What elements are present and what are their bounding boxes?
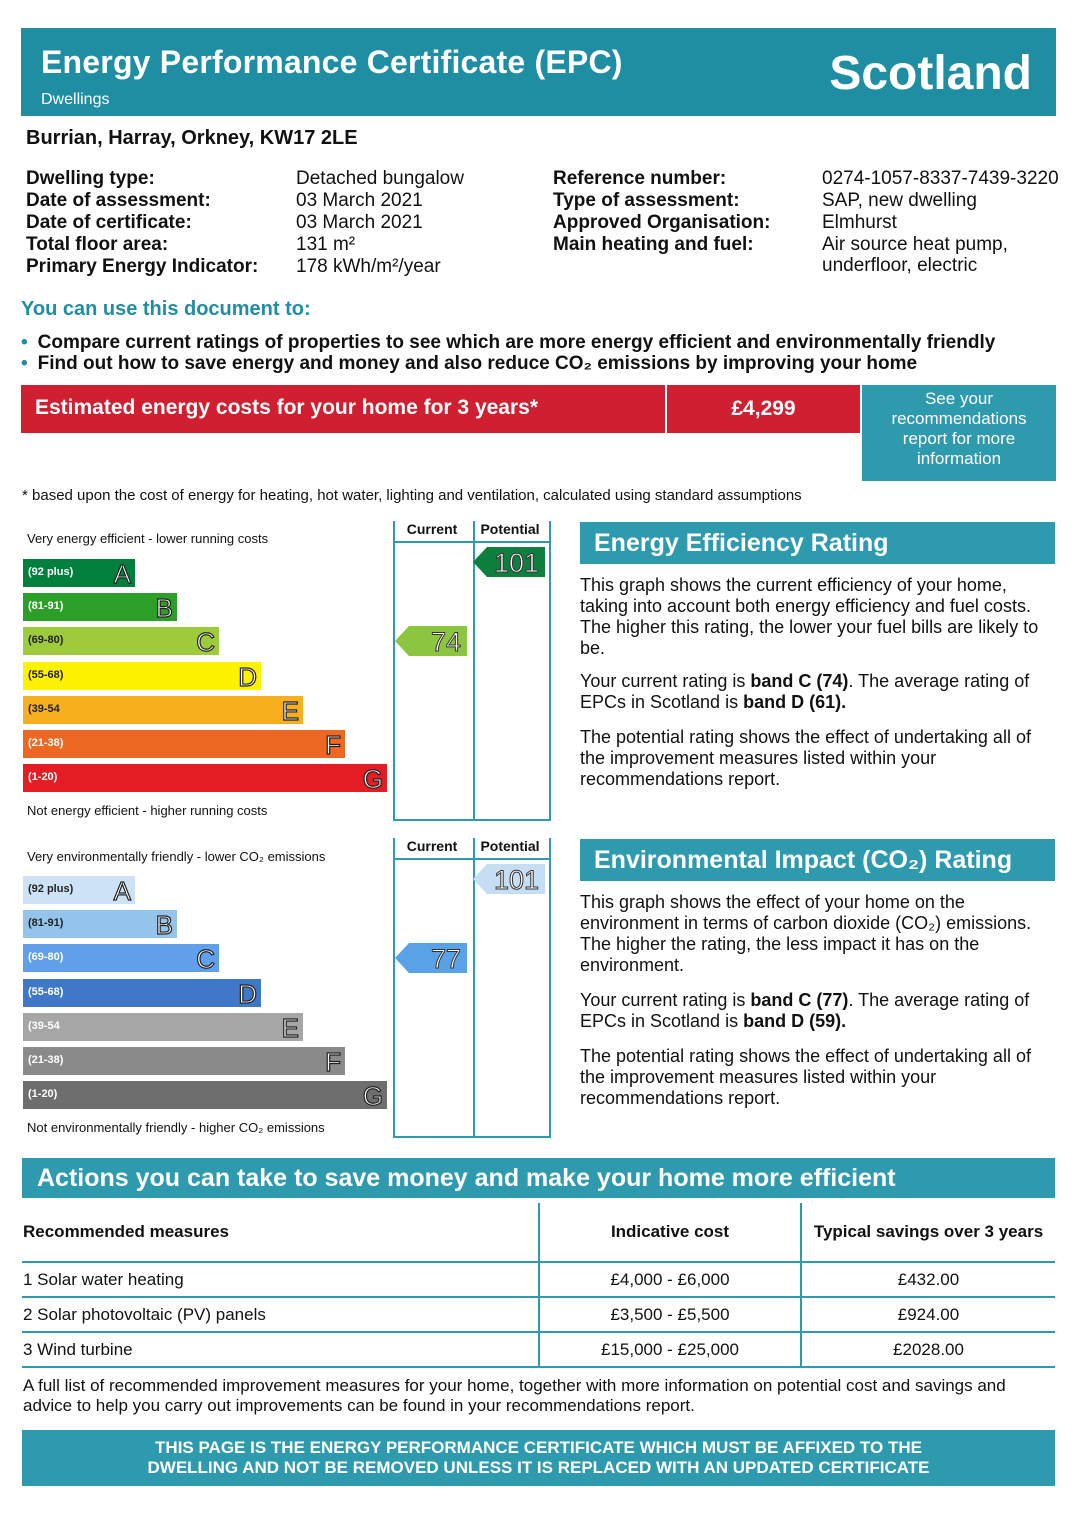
current-column-header: Current xyxy=(406,521,458,537)
cost-cell: £15,000 - £25,000 xyxy=(539,1332,801,1367)
cost-cell: £4,000 - £6,000 xyxy=(539,1262,801,1297)
rating-band-a xyxy=(23,876,135,904)
band-range: (55-68) xyxy=(28,668,64,681)
band-range: (39-54 xyxy=(28,1019,60,1032)
band-letter: C xyxy=(196,627,215,658)
band-letter: E xyxy=(281,695,299,726)
environmental-impact-title: Environmental Impact (CO₂) Rating xyxy=(580,839,1055,881)
potential-column-header: Potential xyxy=(480,521,540,537)
detail-value: Air source heat pump, xyxy=(822,234,1008,255)
affix-notice-line: THIS PAGE IS THE ENERGY PERFORMANCE CERTIFICATE WHICH MUST BE AFFIXED TO THE xyxy=(155,1438,922,1457)
eir-paragraph-3: The potential rating shows the effect of undertaking all of the improvement measures listed within your recommendations report. xyxy=(580,1046,1031,1108)
rating-band-c xyxy=(23,944,219,975)
detail-value: Detached bungalow xyxy=(296,168,464,189)
country-label: Scotland xyxy=(829,47,1032,100)
band-letter: E xyxy=(281,1012,299,1043)
potential-rating-arrow xyxy=(473,547,545,577)
see-rec-line: information xyxy=(916,449,1002,468)
rating-band-d xyxy=(23,662,261,690)
cost-footnote: * based upon the cost of energy for heating, hot water, lighting and ventilation, calculated using standard assumptions xyxy=(22,487,802,504)
band-letter: D xyxy=(238,661,257,692)
detail-label: Date of certificate: xyxy=(26,212,192,233)
current-rating-arrow xyxy=(395,943,467,973)
band-letter: C xyxy=(196,944,215,975)
band-range: (39-54 xyxy=(28,702,60,715)
current-column xyxy=(393,521,475,821)
bullet-text: Find out how to save energy and money and also reduce CO₂ emissions by improving your home xyxy=(37,353,918,374)
average-band: band D (59). xyxy=(743,1011,847,1031)
band-range: (69-80) xyxy=(28,634,64,647)
full-list-note: A full list of recommended improvement measures for your home, together with more information on potential cost and savings and advice to help you carry out improvements can be found in your recommendations report. xyxy=(23,1376,1006,1415)
eer-paragraph-1: This graph shows the current efficiency of your home, taking into account both energy efficiency and fuel costs. The higher this rating, the lower your fuel bills are likely to be. xyxy=(580,575,1039,658)
reference-number: 0274-1057-8337-7439-3220 xyxy=(822,168,1059,189)
savings-cell: £924.00 xyxy=(801,1297,1055,1332)
see-recommendations-box[interactable] xyxy=(862,385,1056,481)
column-divider xyxy=(393,541,551,543)
detail-value: 03 March 2021 xyxy=(296,212,423,233)
energy-efficiency-chart xyxy=(21,521,553,821)
band-range: (81-91) xyxy=(28,917,64,930)
band-range: (55-68) xyxy=(28,985,64,998)
detail-label: Primary Energy Indicator: xyxy=(26,256,259,277)
rating-band-f xyxy=(23,730,345,758)
band-range: (92 plus) xyxy=(28,566,74,578)
rating-band-b xyxy=(23,910,177,941)
rating-band-f xyxy=(23,1047,345,1075)
band-letter: B xyxy=(155,593,173,624)
detail-value: 178 kWh/m²/year xyxy=(296,256,441,277)
eir-paragraph-1: This graph shows the effect of your home on the environment in terms of carbon dioxide (CO₂) emissions. The higher the rating, the less impact it has on the environment. xyxy=(580,892,1032,975)
current-band: band C (77) xyxy=(750,990,849,1010)
current-rating-value: 77 xyxy=(430,944,461,975)
band-range: (69-80) xyxy=(28,951,64,964)
band-letter: F xyxy=(325,730,341,760)
band-range: (81-91) xyxy=(28,600,64,613)
recommended-measures-table xyxy=(22,1203,1055,1368)
rating-band-g xyxy=(23,764,387,795)
band-letter: G xyxy=(362,764,383,795)
rating-band-b xyxy=(23,593,177,624)
potential-rating-value: 101 xyxy=(493,548,539,578)
affix-notice-banner xyxy=(22,1430,1055,1486)
affix-notice-line: DWELLING AND NOT BE REMOVED UNLESS IT IS REPLACED WITH AN UPDATED CERTIFICATE xyxy=(147,1458,930,1477)
property-address: Burrian, Harray, Orkney, KW17 2LE xyxy=(26,127,358,149)
cost-cell: £3,500 - £5,500 xyxy=(539,1297,801,1332)
detail-value: SAP, new dwelling xyxy=(822,190,977,211)
chart-bottom-label: Not environmentally friendly - higher CO₂ emissions xyxy=(27,1120,325,1135)
current-column-header: Current xyxy=(406,838,458,854)
column-divider xyxy=(393,858,551,860)
potential-rating-arrow xyxy=(473,864,545,894)
detail-value: 131 m² xyxy=(296,234,356,255)
eir-paragraph-2 xyxy=(580,990,1050,1032)
band-range: (21-38) xyxy=(28,737,64,749)
energy-cost-label: Estimated energy costs for your home for 3 years* xyxy=(35,396,539,419)
table-header-row xyxy=(22,1203,1055,1262)
savings-cell: £2028.00 xyxy=(801,1332,1055,1367)
chart-bottom-label: Not energy efficient - higher running costs xyxy=(27,803,268,818)
eer-paragraph-3: The potential rating shows the effect of undertaking all of the improvement measures listed within your recommendations report. xyxy=(580,727,1031,789)
detail-label: Main heating and fuel: xyxy=(553,234,754,255)
text: Your current rating is xyxy=(580,671,751,691)
average-band: band D (61). xyxy=(743,692,847,712)
text: . The average rating of EPCs in Scotland is xyxy=(580,990,1030,1031)
band-range: (92 plus) xyxy=(28,883,74,895)
actions-title: Actions you can take to save money and make your home more efficient xyxy=(22,1158,1055,1198)
bullet-item: • Compare current ratings of properties to see which are more energy efficient and environmentally friendly xyxy=(21,332,996,353)
band-letter: A xyxy=(113,559,131,589)
detail-label: Total floor area: xyxy=(26,234,169,255)
band-range: (1-20) xyxy=(28,771,58,784)
current-column xyxy=(393,838,475,1138)
rating-band-g xyxy=(23,1081,387,1112)
band-letter: D xyxy=(238,978,257,1009)
band-letter: A xyxy=(113,876,131,906)
see-rec-line: report for more xyxy=(902,429,1016,448)
see-rec-line: recommendations xyxy=(891,409,1027,428)
table-row xyxy=(22,1332,1055,1367)
bullet-text: Compare current ratings of properties to see which are more energy efficient and environmentally friendly xyxy=(37,332,996,353)
chart-top-label: Very environmentally friendly - lower CO₂ emissions xyxy=(27,849,326,864)
detail-label: Approved Organisation: xyxy=(553,212,771,233)
column-header: Recommended measures xyxy=(22,1203,539,1262)
detail-value: 03 March 2021 xyxy=(296,190,423,211)
current-band: band C (74) xyxy=(750,671,849,691)
band-letter: B xyxy=(155,910,173,941)
rating-band-c xyxy=(23,627,219,658)
band-range: (1-20) xyxy=(28,1088,58,1101)
band-letter: F xyxy=(325,1047,341,1077)
measure-cell: 2 Solar photovoltaic (PV) panels xyxy=(22,1297,539,1332)
bullet-item: • Find out how to save energy and money and also reduce CO₂ emissions by improving your home xyxy=(21,353,918,374)
table-row xyxy=(22,1297,1055,1332)
detail-value: underfloor, electric xyxy=(822,255,978,276)
column-header: Typical savings over 3 years xyxy=(801,1203,1055,1262)
detail-label: Reference number: xyxy=(553,168,727,189)
certificate-title: Energy Performance Certificate (EPC) xyxy=(41,44,623,80)
certificate-subtitle: Dwellings xyxy=(41,91,110,108)
see-rec-line: See your xyxy=(924,389,994,408)
detail-label: Dwelling type: xyxy=(26,168,155,189)
band-range: (21-38) xyxy=(28,1054,64,1066)
energy-cost-bar xyxy=(21,385,665,433)
eer-paragraph-2 xyxy=(580,671,1050,713)
current-rating-arrow xyxy=(395,626,467,656)
band-letter: G xyxy=(362,1081,383,1112)
rating-band-a xyxy=(23,559,135,587)
use-document-title: You can use this document to: xyxy=(21,298,311,320)
detail-value: Elmhurst xyxy=(822,212,897,233)
rating-band-d xyxy=(23,979,261,1007)
measure-cell: 3 Wind turbine xyxy=(22,1332,539,1367)
potential-column-header: Potential xyxy=(480,838,540,854)
energy-cost-value: £4,299 xyxy=(667,385,860,433)
rating-band-e xyxy=(23,1013,303,1041)
chart-top-label: Very energy efficient - lower running costs xyxy=(27,531,269,546)
environmental-impact-chart xyxy=(21,838,553,1138)
rating-band-e xyxy=(23,696,303,724)
savings-cell: £432.00 xyxy=(801,1262,1055,1297)
current-rating-value: 74 xyxy=(430,627,461,658)
energy-efficiency-title: Energy Efficiency Rating xyxy=(580,522,1055,564)
header-banner xyxy=(21,28,1056,116)
text: . The average rating of EPCs in Scotland is xyxy=(580,671,1030,712)
measure-cell: 1 Solar water heating xyxy=(22,1262,539,1297)
table-row xyxy=(22,1262,1055,1297)
potential-rating-value: 101 xyxy=(493,865,539,895)
detail-label: Type of assessment: xyxy=(553,190,740,211)
column-header: Indicative cost xyxy=(539,1203,801,1262)
detail-label: Date of assessment: xyxy=(26,190,211,211)
text: Your current rating is xyxy=(580,990,751,1010)
